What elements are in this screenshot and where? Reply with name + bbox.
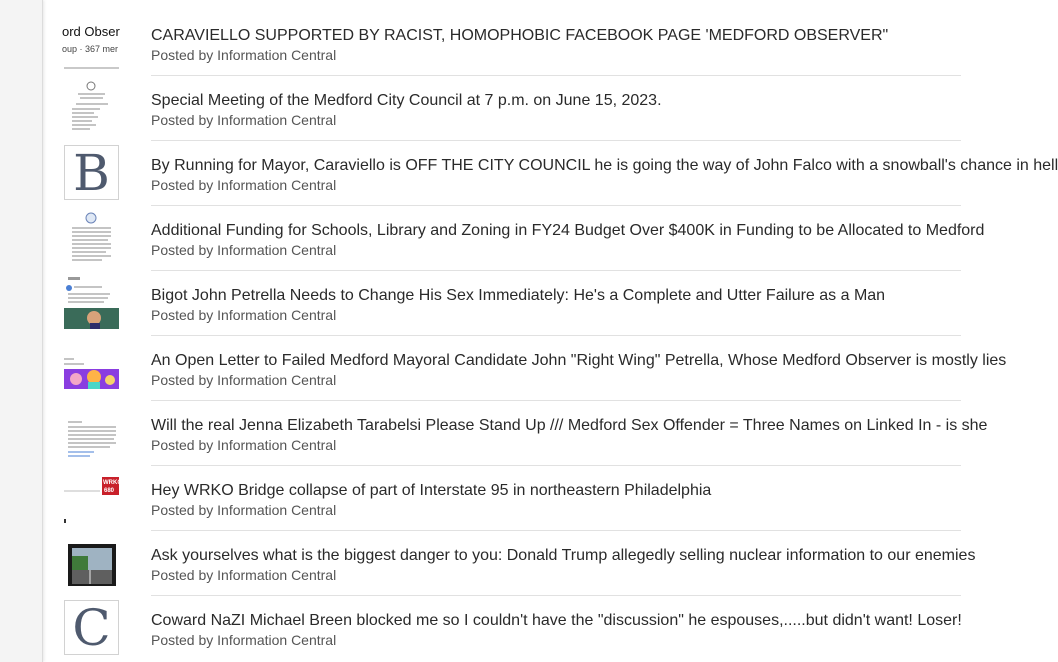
post-author: Posted by Information Central [151, 502, 337, 518]
post-title[interactable]: By Running for Mayor, Caraviello is OFF THE CITY COUNCIL he is going the way of John Falco with a snowball's chance in hell [151, 157, 1058, 174]
post-thumbnail[interactable] [64, 14, 119, 69]
letter-avatar[interactable]: B [64, 145, 119, 200]
svg-text:680: 680 [104, 488, 115, 494]
post-author: Posted by Information Central [151, 632, 337, 648]
post-row[interactable] [64, 0, 961, 65]
letter-avatar[interactable]: C [64, 600, 119, 655]
post-row[interactable] [64, 130, 1058, 202]
post-author: Posted by Information Central [151, 47, 337, 63]
post-row[interactable] [64, 585, 962, 657]
post-author: Posted by Information Central [151, 307, 337, 323]
wrko-logo-text: WRKO [103, 480, 122, 486]
left-sidebar-edge [0, 0, 43, 662]
post-row[interactable] [64, 65, 961, 130]
post-row[interactable] [64, 455, 961, 520]
post-thumbnail[interactable] [64, 79, 119, 134]
post-author: Posted by Information Central [151, 437, 337, 453]
post-row[interactable] [64, 195, 985, 260]
post-author: Posted by Information Central [151, 372, 337, 388]
post-title[interactable]: Special Meeting of the Medford City Council at 7 p.m. on June 15, 2023. [151, 92, 662, 109]
post-feed [62, 0, 1058, 662]
post-thumbnail[interactable] [64, 209, 119, 264]
post-title[interactable]: Hey WRKO Bridge collapse of part of Interstate 95 in northeastern Philadelphia [151, 482, 712, 499]
post-row[interactable] [64, 390, 988, 455]
post-title[interactable]: An Open Letter to Failed Medford Mayoral Candidate John "Right Wing" Petrella, Whose Medford Observer is mostly lies [151, 352, 1007, 369]
post-title[interactable]: CARAVIELLO SUPPORTED BY RACIST, HOMOPHOBIC FACEBOOK PAGE 'MEDFORD OBSERVER" [151, 27, 889, 44]
thumbnail-subcaption: oup · 367 mer [62, 44, 119, 54]
post-thumbnail[interactable] [64, 404, 119, 459]
post-author: Posted by Information Central [151, 112, 337, 128]
post-title[interactable]: Ask yourselves what is the biggest danger to you: Donald Trump allegedly selling nuclear information to our enemies [151, 547, 976, 564]
post-author: Posted by Information Central [151, 242, 337, 258]
thumbnail-caption: ord Obser [62, 24, 120, 39]
post-thumbnail[interactable] [64, 339, 119, 394]
post-thumbnail[interactable] [64, 274, 119, 329]
post-title[interactable]: Coward NaZI Michael Breen blocked me so I couldn't have the "discussion" he espouses,.....but didn't want! Loser! [151, 612, 962, 629]
post-row[interactable] [64, 260, 961, 325]
post-title[interactable]: Will the real Jenna Elizabeth Tarabelsi Please Stand Up /// Medford Sex Offender = Three Names on Linked In - is she [151, 417, 988, 434]
post-row[interactable] [64, 325, 1007, 390]
post-title[interactable]: Additional Funding for Schools, Library and Zoning in FY24 Budget Over $400K in Funding to be Allocated to Medford [151, 222, 985, 239]
post-title[interactable]: Bigot John Petrella Needs to Change His Sex Immediately: He's a Complete and Utter Failure as a Man [151, 287, 886, 304]
post-thumbnail[interactable] [64, 534, 119, 589]
post-row[interactable] [64, 520, 976, 585]
post-author: Posted by Information Central [151, 177, 337, 193]
post-thumbnail[interactable] [64, 469, 122, 524]
post-author: Posted by Information Central [151, 567, 337, 583]
